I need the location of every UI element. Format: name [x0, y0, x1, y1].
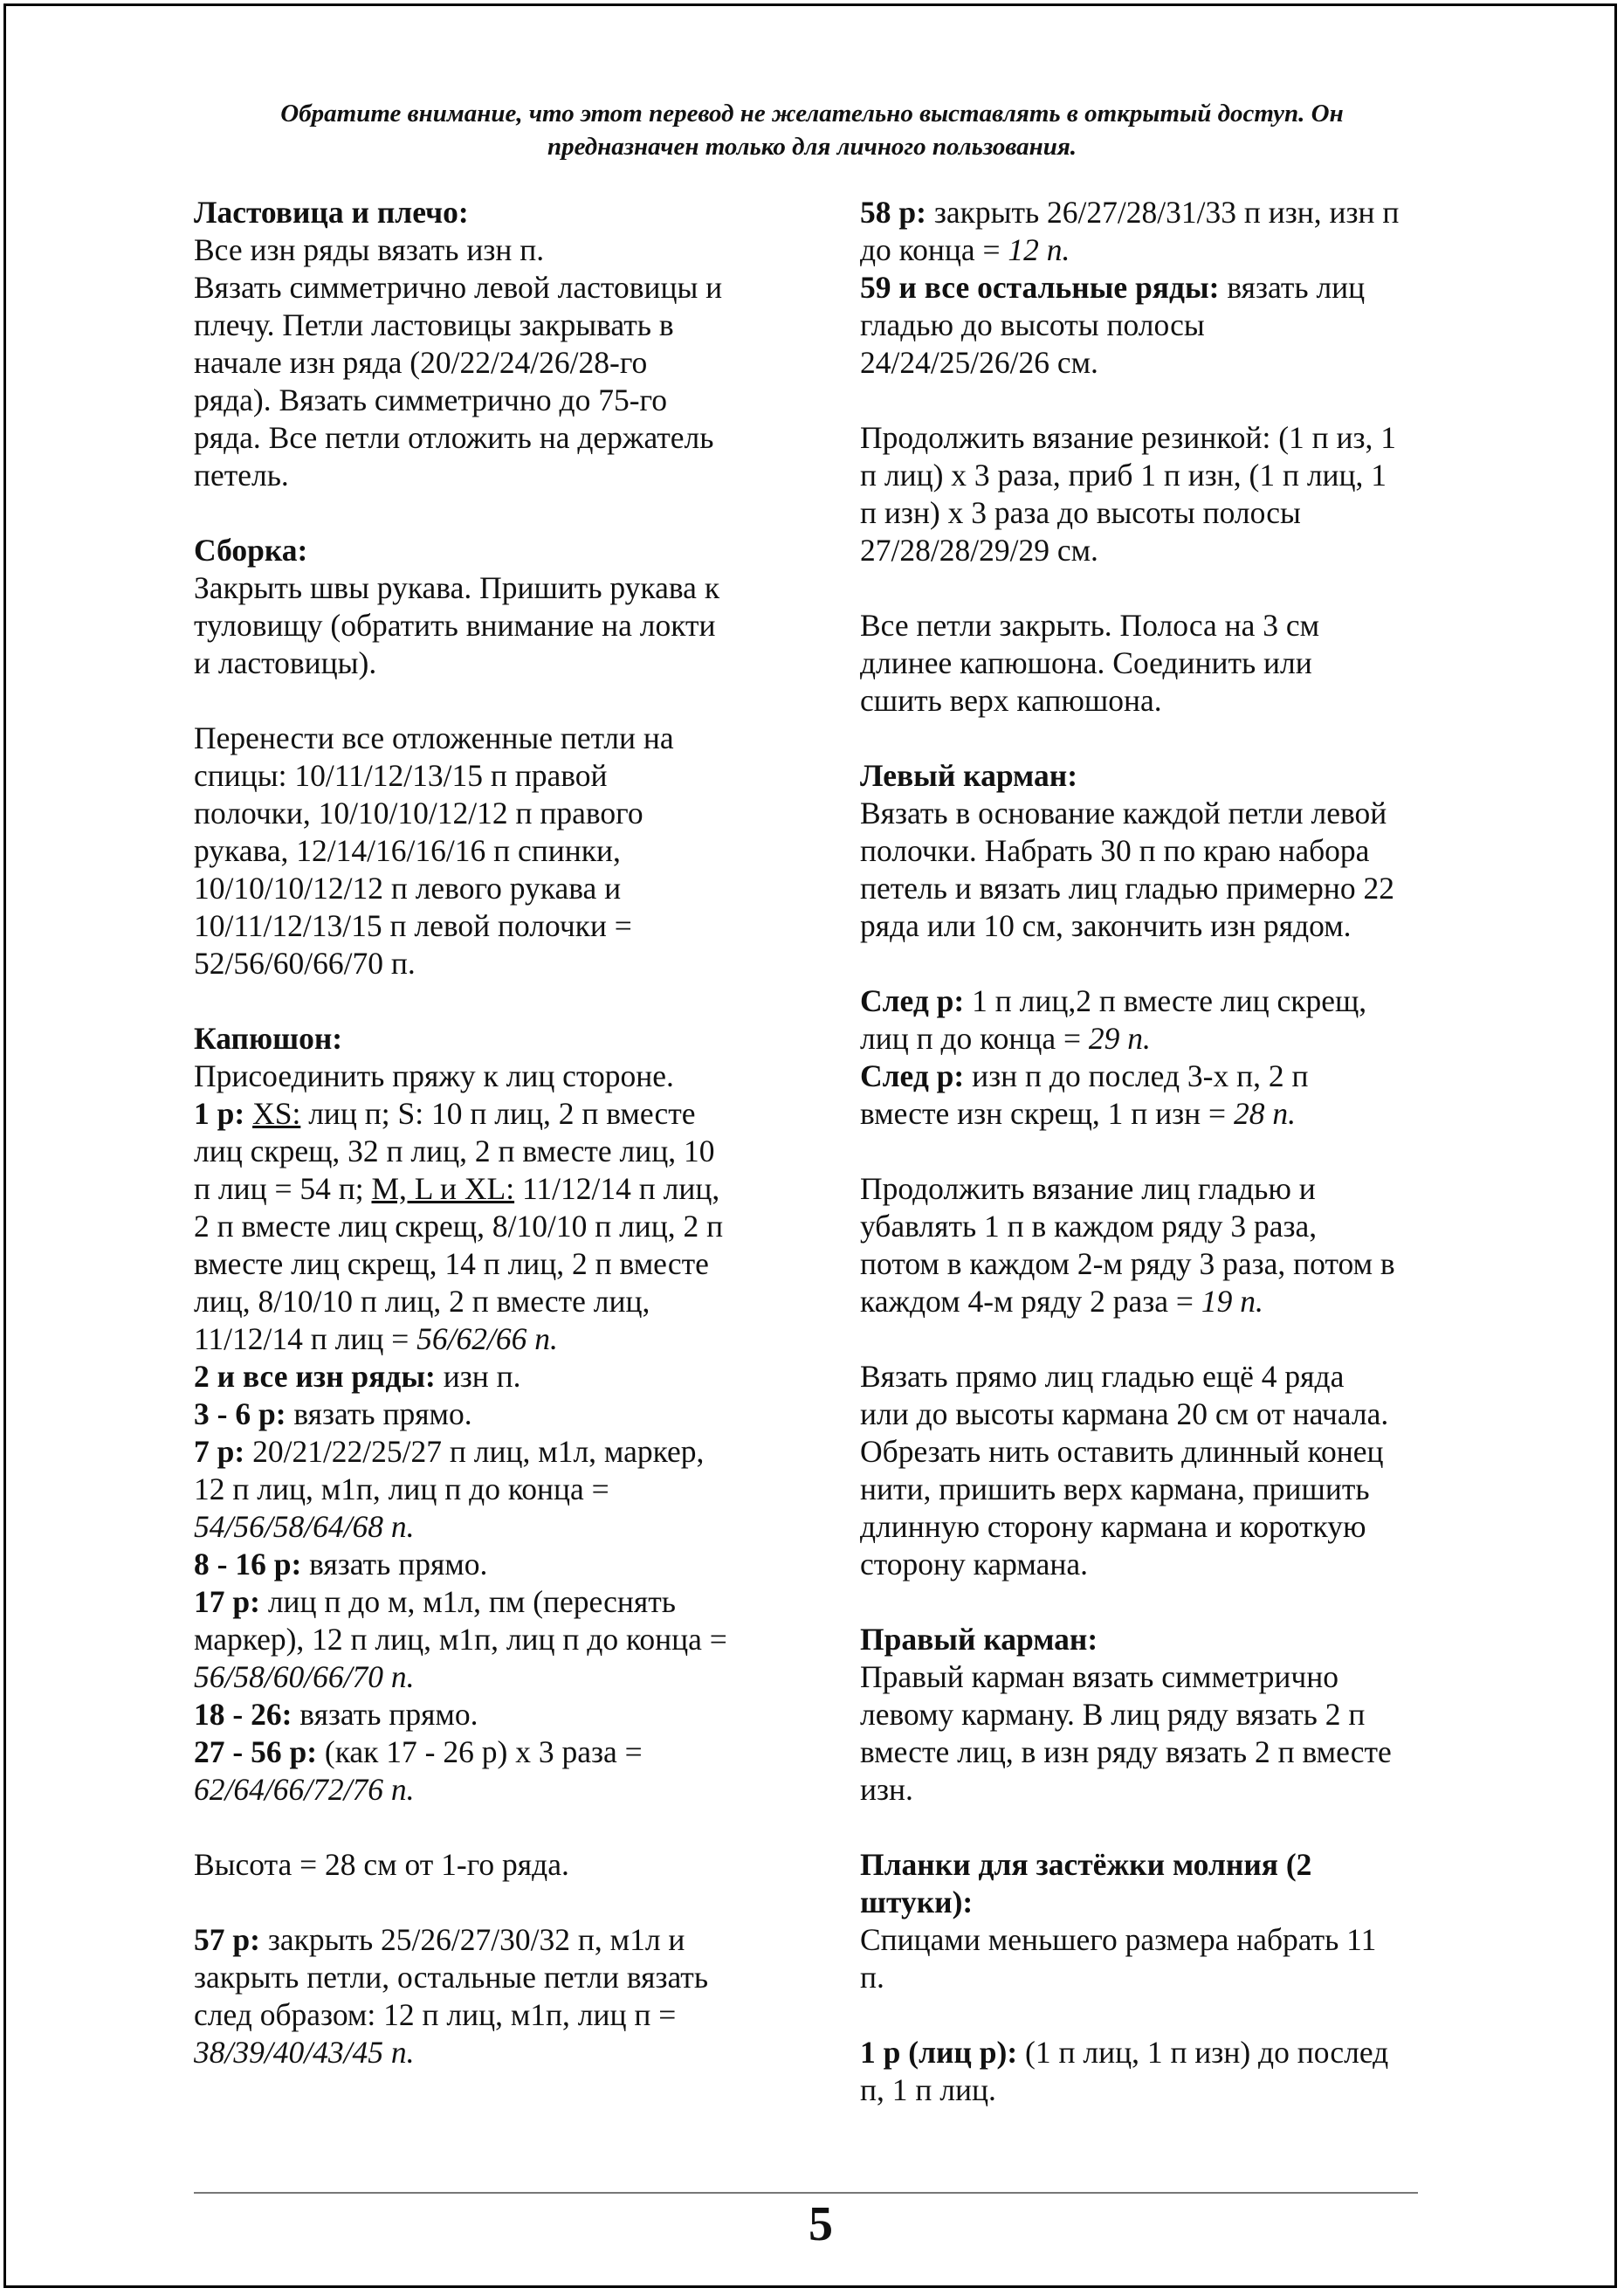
text-line: Вязать прямо лиц гладью ещё 4 ряда: [860, 1359, 1345, 1394]
text-line: Все петли закрыть. Полоса на 3 см: [860, 608, 1320, 643]
text-line: Присоединить пряжу к лиц стороне.: [194, 1058, 674, 1093]
section-ribbing: [860, 419, 1458, 569]
right-column: [860, 194, 1458, 2147]
text-line: маркер), 12 п лиц, м1п, лиц п до конца =: [194, 1622, 727, 1657]
section-transfer-stitches: [194, 720, 770, 982]
row-instruction: каждом 4-м ряду 2 раза = 19 п.: [860, 1284, 1263, 1319]
stitch-count: 54/56/58/64/68 п.: [194, 1509, 415, 1544]
text-line: Вязать симметрично левой ластовицы и: [194, 270, 723, 305]
left-column: [194, 194, 770, 2109]
text-line: п лиц) х 3 раза, приб 1 п изн, (1 п лиц, 1: [860, 458, 1387, 493]
row-instruction: 11/12/14 п лиц = 56/62/66 п.: [194, 1321, 558, 1356]
section-left-pocket: [860, 757, 1458, 945]
text-line: Обрезать нить оставить длинный конец: [860, 1434, 1384, 1469]
section-gusset-shoulder: [194, 194, 770, 494]
text-line: гладью до высоты полосы: [860, 307, 1205, 342]
row-instruction: вместе изн скрещ, 1 п изн = 28 п.: [860, 1096, 1296, 1131]
text-line: петель.: [194, 458, 289, 493]
row-instruction: 8 - 16 р: вязать прямо.: [194, 1547, 488, 1582]
text-line: рукава, 12/14/16/16/16 п спинки,: [194, 833, 621, 868]
text-line: Правый карман вязать симметрично: [860, 1659, 1338, 1694]
row-instruction: 59 и все остальные ряды: вязать лиц: [860, 270, 1366, 305]
stitch-count: 38/39/40/43/45 п.: [194, 2035, 415, 2070]
text-line: сшить верх капюшона.: [860, 683, 1162, 718]
row-instruction: 3 - 6 р: вязать прямо.: [194, 1396, 472, 1431]
text-line: вместе лиц скрещ, 14 п лиц, 2 п вместе: [194, 1246, 709, 1281]
section-heading: Сборка:: [194, 533, 308, 568]
text-line: 24/24/25/26/26 см.: [860, 345, 1098, 380]
text-line: начале изн ряда (20/22/24/26/28-го: [194, 345, 648, 380]
section-row-58: [860, 194, 1458, 382]
privacy-notice: [175, 98, 1449, 163]
row-instruction: 1 р (лиц р): (1 п лиц, 1 п изн) до послед: [860, 2035, 1389, 2070]
text-line: Высота = 28 см от 1-го ряда.: [194, 1847, 569, 1882]
section-heading: Планки для застёжки молния (2: [860, 1847, 1312, 1882]
text-line: п, 1 п лиц.: [860, 2072, 996, 2107]
section-next-rows: [860, 982, 1458, 1133]
text-line: Спицами меньшего размера набрать 11: [860, 1922, 1377, 1957]
section-heading: Правый карман:: [860, 1622, 1098, 1657]
row-instruction: 7 р: 20/21/22/25/27 п лиц, м1л, маркер,: [194, 1434, 705, 1469]
section-assembly: [194, 532, 770, 682]
stitch-count: 56/58/60/66/70 п.: [194, 1659, 415, 1694]
text-line: 52/56/60/66/70 п.: [194, 946, 416, 981]
section-right-pocket: [860, 1621, 1458, 1809]
text-line: нити, пришить верх кармана, пришить: [860, 1471, 1370, 1506]
text-line: длинную сторону кармана и короткую: [860, 1509, 1366, 1544]
row-instruction: до конца = 12 п.: [860, 232, 1070, 267]
row-instruction: 18 - 26: вязать прямо.: [194, 1697, 478, 1732]
text-line: Закрыть швы рукава. Пришить рукава к: [194, 570, 720, 605]
notice-line: Обратите внимание, что этот перевод не желательно выставлять в открытый доступ. Он: [280, 100, 1344, 128]
text-line: изн.: [860, 1772, 913, 1807]
text-line: вместе лиц, в изн ряду вязать 2 п вместе: [860, 1734, 1392, 1769]
text-line: спицы: 10/11/12/13/15 п правой: [194, 758, 608, 793]
row-instruction: 17 р: лиц п до м, м1л, пм (переснять: [194, 1584, 676, 1619]
notice-line: предназначен только для личного пользования.: [547, 132, 1077, 161]
section-heading: Левый карман:: [860, 758, 1078, 793]
section-hood: [194, 1020, 770, 1809]
text-line: след образом: 12 п лиц, м1п, лиц п =: [194, 1997, 677, 2032]
text-line: петель и вязать лиц гладью примерно 22: [860, 871, 1395, 906]
row-instruction: 58 р: закрыть 26/27/28/31/33 п изн, изн п: [860, 195, 1400, 230]
text-line: ряда). Вязать симметрично до 75-го: [194, 382, 667, 417]
text-line: лиц скрещ, 32 п лиц, 2 п вместе лиц, 10: [194, 1134, 715, 1168]
text-line: 2 п вместе лиц скрещ, 8/10/10 п лиц, 2 п: [194, 1209, 724, 1244]
section-row-57: [194, 1921, 770, 2071]
text-line: Продолжить вязание резинкой: (1 п из, 1: [860, 420, 1397, 455]
row-instruction: 57 р: закрыть 25/26/27/30/32 п, м1л и: [194, 1922, 685, 1957]
section-zipper-bands: [860, 1846, 1458, 1996]
page-number: 5: [809, 2197, 833, 2251]
text-line: 10/11/12/13/15 п левой полочки =: [194, 908, 632, 943]
text-line: ряда. Все петли отложить на держатель: [194, 420, 714, 455]
text-line: полочки, 10/10/10/12/12 п правого: [194, 796, 643, 830]
text-line: и ластовицы).: [194, 645, 377, 680]
text-line: лиц, 8/10/10 п лиц, 2 п вместе лиц,: [194, 1284, 650, 1319]
text-line: потом в каждом 2-м ряду 3 раза, потом в: [860, 1246, 1395, 1281]
text-line: Продолжить вязание лиц гладью и: [860, 1171, 1316, 1206]
stitch-count: 62/64/66/72/76 п.: [194, 1772, 415, 1807]
section-heading: Капюшон:: [194, 1021, 343, 1056]
text-line: или до высоты кармана 20 см от начала.: [860, 1396, 1389, 1431]
text-line: Все изн ряды вязать изн п.: [194, 232, 545, 267]
row-instruction: п лиц = 54 п; M, L и XL: 11/12/14 п лиц,: [194, 1171, 720, 1206]
row-instruction: 27 - 56 р: (как 17 - 26 р) х 3 раза =: [194, 1734, 643, 1769]
text-line: Перенести все отложенные петли на: [194, 720, 674, 755]
text-line: плечу. Петли ластовицы закрывать в: [194, 307, 674, 342]
text-line: ряда или 10 см, закончить изн рядом.: [860, 908, 1352, 943]
row-instruction: След р: изн п до послед 3-х п, 2 п: [860, 1058, 1309, 1093]
row-instruction: След р: 1 п лиц,2 п вместе лиц скрещ,: [860, 983, 1367, 1018]
text-line: туловищу (обратить внимание на локти: [194, 608, 716, 643]
text-line: 10/10/10/12/12 п левого рукава и: [194, 871, 622, 906]
text-line: п изн) х 3 раза до высоты полосы: [860, 495, 1301, 530]
row-instruction: 2 и все изн ряды: изн п.: [194, 1359, 521, 1394]
section-heading: Ластовица и плечо:: [194, 195, 469, 230]
text-line: убавлять 1 п в каждом ряду 3 раза,: [860, 1209, 1318, 1244]
text-line: 12 п лиц, м1п, лиц п до конца =: [194, 1471, 609, 1506]
text-line: левому карману. В лиц ряду вязать 2 п: [860, 1697, 1366, 1732]
section-decreases: [860, 1170, 1458, 1320]
section-band-row-1: [860, 2034, 1458, 2109]
row-instruction: 1 р: XS: лиц п; S: 10 п лиц, 2 п вместе: [194, 1096, 696, 1131]
section-pocket-finish: [860, 1358, 1458, 1583]
text-line: закрыть петли, остальные петли вязать: [194, 1960, 709, 1995]
text-line: сторону кармана.: [860, 1547, 1088, 1582]
text-line: длинее капюшона. Соединить или: [860, 645, 1312, 680]
row-instruction: лиц п до конца = 29 п.: [860, 1021, 1151, 1056]
text-line: 27/28/28/29/29 см.: [860, 533, 1098, 568]
section-heading: штуки):: [860, 1885, 974, 1919]
text-line: полочки. Набрать 30 п по краю набора: [860, 833, 1370, 868]
text-line: п.: [860, 1960, 884, 1995]
text-line: Вязать в основание каждой петли левой: [860, 796, 1387, 830]
section-bind-off: [860, 607, 1458, 720]
section-height: [194, 1846, 770, 1884]
